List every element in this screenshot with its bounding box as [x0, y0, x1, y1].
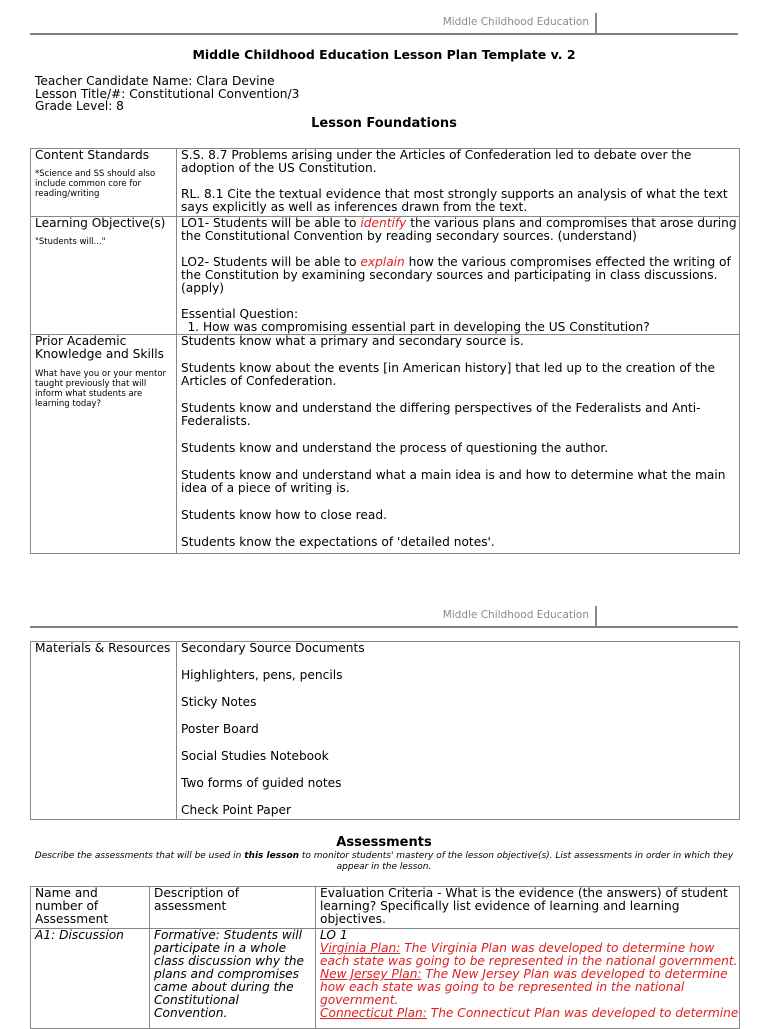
- lo1-text-b: the various plans and compromises that arose during the Constitutional Convention by reading secondary sources. (understand): [181, 216, 737, 243]
- assessments-description: [30, 851, 738, 873]
- lo1: [181, 217, 739, 243]
- teacher-name: Teacher Candidate Name: Clara Devine: [35, 74, 275, 88]
- list-item: Social Studies Notebook: [181, 749, 329, 763]
- ss-standard: S.S. 8.7 Problems arising under the Articles of Confederation led to debate over the adoption of the US Constitution.: [181, 148, 692, 175]
- content-standards-cell: [177, 149, 740, 217]
- prior-cell: [177, 335, 740, 554]
- lesson-foundations-title: Lesson Foundations: [311, 116, 457, 131]
- list-item: Two forms of guided notes: [181, 776, 342, 790]
- lo2: [181, 256, 739, 295]
- assessment-description: Formative: Students will participate in a whole class discussion why the plans and compromises came about during the Constitutional Convention.: [150, 929, 316, 1029]
- assessment-criteria: [316, 929, 740, 1029]
- table-row: [31, 887, 740, 929]
- table-row: [31, 217, 740, 335]
- table-row: [31, 642, 740, 820]
- lo2-text-b: how the various compromises effected the writing of the Constitution by examining secondary sources and participating in class discussions. (apply): [181, 255, 731, 295]
- table-row: [31, 149, 740, 217]
- ct-text: The Connecticut Plan was developed to determine: [426, 1006, 739, 1020]
- header-criteria: Evaluation Criteria - What is the evidence (the answers) of student learning? Specifically list evidence of learning and learning objectives.: [316, 887, 740, 929]
- list-item: Students know the expectations of 'detailed notes'.: [181, 535, 495, 549]
- criteria-lo: LO 1: [320, 928, 348, 942]
- objectives-note: "Students will...": [35, 237, 106, 247]
- materials-label-cell: [31, 642, 177, 820]
- list-item: Sticky Notes: [181, 695, 257, 709]
- list-item: Students know what a primary and secondary source is.: [181, 334, 524, 348]
- lo2-verb: explain: [360, 255, 405, 269]
- list-item: Poster Board: [181, 722, 259, 736]
- content-standards-label-cell: [31, 149, 177, 217]
- page-header-label-2: Middle Childhood Education: [443, 606, 597, 626]
- connecticut-plan: [320, 1007, 739, 1020]
- list-item: Students know and understand what a main idea is and how to determine what the main idea of a piece of writing is.: [181, 468, 726, 495]
- prior-note: What have you or your mentor taught previously that will inform what students are learning today?: [35, 369, 167, 409]
- list-item: Students know about the events [in American history] that led up to the creation of the Articles of Confederation.: [181, 361, 715, 388]
- desc-text-b: to monitor students' mastery of the lesson objective(s). List assessments in order in which they appear in the lesson.: [299, 851, 734, 872]
- lo2-text-a: LO2- Students will be able to: [181, 255, 361, 269]
- lesson-title: Lesson Title/#: Constitutional Convention/3: [35, 86, 300, 101]
- prior-label: Prior Academic Knowledge and Skills: [35, 334, 164, 361]
- header-description: Description of assessment: [150, 887, 316, 929]
- table-row: [31, 929, 740, 1029]
- grade-level: Grade Level: 8: [35, 99, 124, 113]
- ct-label: Connecticut Plan:: [320, 1006, 427, 1020]
- assessments-table: [30, 886, 740, 1029]
- page-header-label: Middle Childhood Education: [443, 13, 597, 33]
- list-item: Students know and understand the differing perspectives of the Federalists and Anti-Federalists.: [181, 401, 701, 428]
- content-standards-label: Content Standards: [35, 148, 150, 162]
- teacher-info: [35, 75, 299, 113]
- virginia-plan: [320, 942, 739, 968]
- header-name: Name and number of Assessment: [31, 887, 150, 929]
- header-rule-2: [30, 626, 738, 628]
- lo1-verb: identify: [360, 216, 407, 230]
- list-item: Highlighters, pens, pencils: [181, 668, 343, 682]
- lo1-text-a: LO1- Students will be able to: [181, 216, 361, 230]
- desc-text-a: Describe the assessments that will be used in: [34, 851, 245, 861]
- list-item: Check Point Paper: [181, 803, 292, 817]
- virginia-text: The Virginia Plan was developed to determine how each state was going to be represented in the national government.: [320, 941, 738, 968]
- header-rule: [30, 33, 738, 35]
- content-standards-note: *Science and SS should also include common core for reading/writing: [35, 169, 156, 199]
- rl-standard: RL. 8.1 Cite the textual evidence that most strongly supports an analysis of what the text says explicitly as well as inferences drawn from the text.: [181, 187, 728, 214]
- desc-bold: this lesson: [244, 851, 300, 861]
- materials-table: [30, 641, 740, 820]
- objectives-label-cell: [31, 217, 177, 335]
- prior-label-cell: [31, 335, 177, 554]
- list-item: Secondary Source Documents: [181, 641, 365, 655]
- objectives-cell: [177, 217, 740, 335]
- list-item: Students know how to close read.: [181, 508, 387, 522]
- document-title: Middle Childhood Education Lesson Plan Template v. 2: [192, 47, 576, 62]
- table-row: [31, 335, 740, 554]
- nj-text: The New Jersey Plan was developed to determine how each state was going to be represented in the national government.: [320, 967, 728, 1007]
- assessment-name: A1: Discussion: [31, 929, 150, 1029]
- essential-question: 1. How was compromising essential part in developing the US Constitution?: [203, 321, 739, 334]
- new-jersey-plan: [320, 968, 739, 1007]
- materials-label: Materials & Resources: [35, 641, 171, 655]
- assessments-title: Assessments: [336, 835, 432, 850]
- materials-cell: [177, 642, 740, 820]
- essential-question-list: [181, 321, 739, 334]
- foundations-table: [30, 148, 740, 554]
- essential-question-label: Essential Question:: [181, 307, 299, 321]
- nj-label: New Jersey Plan:: [320, 967, 422, 981]
- list-item: Students know and understand the process of questioning the author.: [181, 441, 609, 455]
- virginia-label: Virginia Plan:: [320, 941, 401, 955]
- objectives-label: Learning Objective(s): [35, 216, 166, 230]
